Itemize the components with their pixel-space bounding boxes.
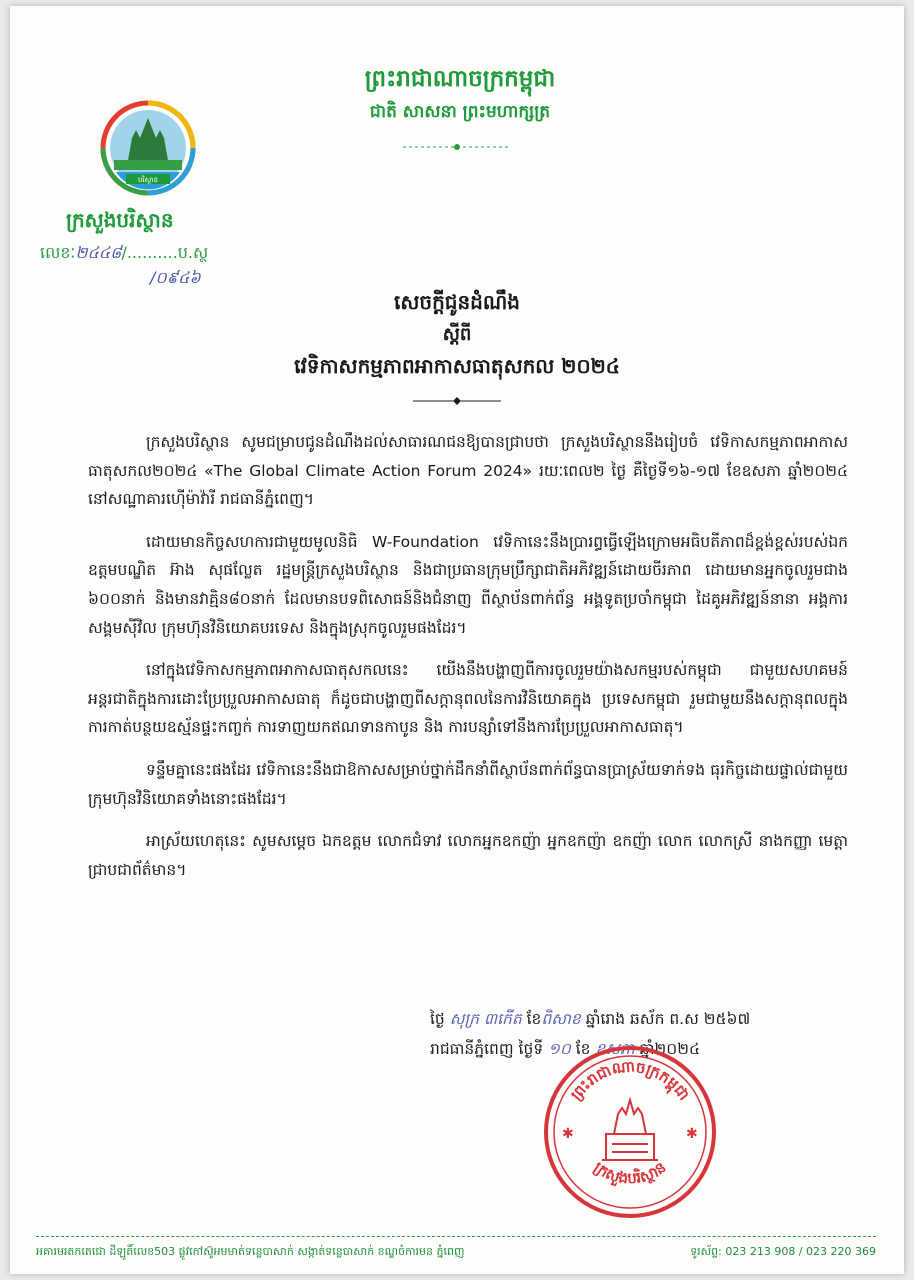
lunar-year: ឆ្នាំរោង ឆស័ក ព.ស ២៥៦៧ — [585, 1010, 751, 1028]
reference-number — [40, 242, 208, 264]
date-month-label: ខែ — [575, 1040, 591, 1058]
reference-value: ២៤៤៨ — [75, 243, 122, 262]
title-divider-icon — [413, 396, 501, 406]
paragraph-4: ទន្ទឹមគ្នានេះផងដែរ វេទិកានេះនឹងជាឱកាសសម្រាប់ថ្នាក់ដឹកនាំពីស្ថាប័នពាក់ព័ន្ធបានប្រាស្រ័យទាក់ទង ធុរកិច្ចដោយផ្ទាល់ជាមួយក្រុមហ៊ុនវិនិយោគទាំងនោះផងដែរ។ — [88, 760, 848, 808]
date-month: ឧសភា — [595, 1040, 635, 1058]
ministry-name: ក្រសួងបរិស្ថាន — [66, 208, 174, 232]
lunar-month-label: ខែ — [526, 1010, 542, 1028]
heading-ornament-icon — [403, 140, 511, 154]
footer-phone: ទូរស័ព្ទ: 023 213 908 / 023 220 369 — [690, 1245, 876, 1258]
date-year: ឆ្នាំ២០២៤ — [639, 1040, 700, 1058]
paragraph-1: ក្រសួងបរិស្ថាន សូមជម្រាបជូនដំណឹងដល់សាធារណជនឱ្យបានជ្រាបថា ក្រសួងបរិស្ថាននឹងរៀបចំ វេទិកាសកម្មភាពអាកាសធាតុសកល២០២៤ «The Global Climate Action Forum 2024» រយៈពេល២ ថ្ងៃ គឺថ្ងៃទី១៦-១៧ ខែឧសភា ឆ្នាំ២០២៤ នៅសណ្ឋាគារហ៊ើម៉ាវ៉ារី រាជធានីភ្នំពេញ។ — [88, 433, 848, 509]
footer-divider — [36, 1236, 876, 1237]
national-motto: ជាតិ សាសនា ព្រះមហាក្សត្រ — [369, 102, 551, 122]
svg-text:✱: ✱ — [686, 1126, 698, 1142]
kingdom-heading: ព្រះរាជាណាចក្រកម្ពុជា — [364, 66, 556, 92]
paragraph-5: អាស្រ័យហេតុនេះ សូមសម្តេច ឯកឧត្តម លោកជំទាវ លោកអ្នកឧកញ៉ា អ្នកឧកញ៉ា ឧកញ៉ា លោក លោកស្រី នាងកញ្ញា មេត្តាជ្រាបជាព័ត៌មាន។ — [88, 832, 848, 879]
document-subtitle: ស្តីពី — [442, 324, 472, 345]
lunar-day: សុក្រ ៣កើត — [449, 1010, 522, 1028]
paragraph-2: ដោយមានកិច្ចសហការជាមួយមូលនិធិ W-Foundation វេទិកានេះនឹងប្រារព្ធធ្វើឡើងក្រោមអធិបតីភាពដ៏ខ្ពង់ខ្ពស់របស់ឯកឧត្តមបណ្ឌិត អ៊ាង សុផល្លែត រដ្ឋមន្ត្រីក្រសួងបរិស្ថាន និងជាប្រធានក្រុមប្រឹក្សាជាតិអភិវឌ្ឍន៍ដោយចីរភាព ដោយមានអ្នកចូលរួមជាង ៦០០នាក់ និងមានវាគ្មិន៨០នាក់ ដែលមានបទពិសោធន៍និងជំនាញ ពីស្ថាប័នពាក់ព័ន្ធ អង្គទូតប្រចាំកម្ពុជា ដៃគូអភិវឌ្ឍន៍នានា អង្គការសង្គមស៊ីវិល ក្រុមហ៊ុនវិនិយោគបរទេស និងក្នុងស្រុកចូលរួមផងដែរ។ — [88, 532, 848, 637]
ministry-of-environment-logo-icon — [100, 100, 196, 196]
seal-top-text: ព្រះរាជាណាចក្រកម្ពុជា — [566, 1057, 694, 1104]
reference-suffix: ប.ស្ថ — [177, 243, 209, 262]
reference-dots: /.......... — [121, 243, 178, 262]
lunar-month: ពិសាខ — [541, 1010, 581, 1028]
footer-address: អគារមរតកតេជោ ដីឡូតិ៍លេខ503 ផ្លូវកៅស៊ូអមមាត់ទន្លេបាសាក់ សង្កាត់ទន្លេបាសាក់ ខណ្ឌចំការមន ភ្នំពេញ — [36, 1245, 465, 1258]
paragraph-3: នៅក្នុងវេទិកាសកម្មភាពអាកាសធាតុសកលនេះ យើងនឹងបង្ហាញពីការចូលរួមយ៉ាងសកម្មរបស់កម្ពុជា ជាមួយសហគមន៍អន្តរជាតិក្នុងការដោះប្រែប្រួលអាកាសធាតុ ក៏ដូចជាបង្ហាញពីសក្តានុពលនៃការវិនិយោគក្នុង ប្រទេសកម្ពុជា រួមជាមួយនឹងសក្តានុពលក្នុងការកាត់បន្ថយឧស្ម័នផ្ទះកញ្ចក់ ការទាញយកឥណទានកាបូន និង ការបន្សាំទៅនឹងការប្រែប្រួលអាកាសធាតុ។ — [88, 661, 848, 737]
lunar-date-line — [430, 1004, 840, 1034]
svg-text:✱: ✱ — [562, 1126, 574, 1142]
date-day: ១០ — [548, 1040, 571, 1058]
reference-label: លេខៈ — [40, 243, 76, 262]
document-topic: វេទិកាសកម្មភាពអាកាសធាតុសកល ២០២៤ — [294, 354, 620, 378]
document-title: សេចក្តីជូនដំណឹង — [394, 290, 520, 314]
lunar-prefix: ថ្ងៃ — [430, 1010, 445, 1028]
logo-caption: បរិស្ថាន — [138, 176, 158, 184]
seal-bottom-text: ក្រសួងបរិស្ថាន — [590, 1157, 670, 1188]
red-official-seal-icon — [540, 1042, 720, 1222]
reference-sub: /០៩៤៦ — [150, 268, 201, 287]
svg-text:ក្រសួងបរិស្ថាន — [591, 1158, 670, 1188]
document-body — [88, 428, 848, 898]
footer — [36, 1244, 876, 1260]
date-place: រាជធានីភ្នំពេញ ថ្ងៃទី — [430, 1040, 544, 1058]
